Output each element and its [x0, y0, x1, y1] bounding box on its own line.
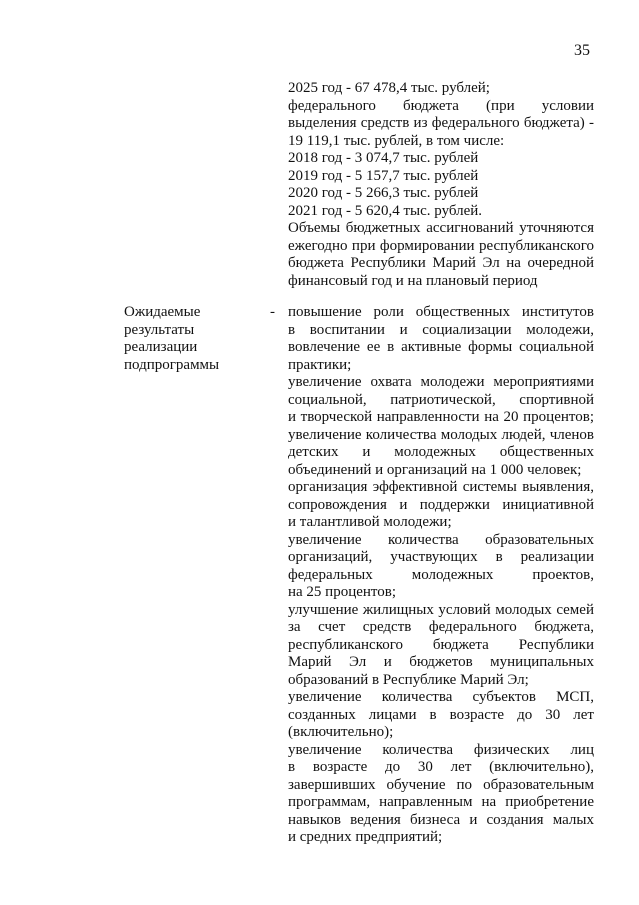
label-line: реализации [124, 339, 198, 355]
funding-text-block [288, 80, 594, 290]
label-line: Ожидаемые [124, 304, 201, 320]
expected-results-text-block [288, 304, 594, 847]
text-line: улучшение жилищных условий молодых семей [288, 601, 594, 618]
page-number: 35 [574, 42, 590, 59]
text-line: вовлечение ее в активные формы социальной [288, 339, 594, 355]
text-line: в воспитании и социализации молодежи, [288, 321, 594, 338]
text-line: социальной, патриотической, спортивной [288, 391, 594, 408]
text-line: 2025 год - 67 478,4 тыс. рублей; [288, 80, 490, 96]
text-line: увеличение количества образовательных [288, 531, 594, 548]
text-line: увеличение количества субъектов МСП, [288, 689, 594, 705]
text-line: повышение роли общественных институтов [288, 304, 594, 320]
text-line: увеличение количества физических лиц [288, 741, 594, 758]
text-line: федерального бюджета (при условии [288, 97, 594, 114]
text-line: финансовый год и на плановый период [288, 272, 538, 289]
text-line: бюджета Республики Марий Эл на очередной [288, 255, 594, 271]
text-line: республиканского бюджета Республики [288, 636, 594, 653]
text-line: сопровождения и поддержки инициативной [288, 496, 594, 513]
text-line: практики; [288, 356, 352, 373]
text-line: ежегодно при формировании республиканского [288, 237, 594, 254]
text-line: (включительно); [288, 724, 394, 740]
section-dash: - [270, 304, 275, 320]
text-line: 2018 год - 3 074,7 тыс. рублей [288, 150, 479, 166]
text-line: навыков ведения бизнеса и создания малых [288, 811, 594, 828]
text-line: и средних предприятий; [288, 829, 443, 845]
text-line: созданных лицами в возрасте до 30 лет [288, 706, 594, 723]
text-line: Объемы бюджетных ассигнований уточняются [288, 220, 594, 236]
text-line: 2019 год - 5 157,7 тыс. рублей [288, 167, 479, 184]
text-line: программам, направленным на приобретение [288, 794, 594, 810]
text-line: организация эффективной системы выявления, [288, 479, 594, 495]
text-line: организаций, участвующих в реализации [288, 549, 594, 565]
text-line: федеральных молодежных проектов, [288, 566, 594, 583]
text-line: и талантливой молодежи; [288, 514, 452, 530]
text-line: выделения средств из федерального бюджета) - [288, 115, 594, 131]
text-line: образований в Республике Марий Эл; [288, 671, 529, 688]
text-line: объединений и организаций на 1 000 человек; [288, 461, 582, 478]
text-line: увеличение количества молодых людей, членов [288, 426, 594, 443]
text-line: детских и молодежных общественных [288, 444, 594, 460]
label-line: результаты [124, 321, 195, 338]
text-line: 19 119,1 тыс. рублей, в том числе: [288, 132, 505, 149]
text-line: увеличение охвата молодежи мероприятиями [288, 374, 594, 390]
text-line: на 25 процентов; [288, 584, 397, 600]
text-line: за счет средств федерального бюджета, [288, 619, 594, 635]
text-line: в возрасте до 30 лет (включительно), [288, 759, 594, 775]
text-line: 2020 год - 5 266,3 тыс. рублей [288, 185, 479, 201]
text-line: 2021 год - 5 620,4 тыс. рублей. [288, 202, 483, 219]
label-line: подпрограммы [124, 356, 220, 373]
text-line: Марий Эл и бюджетов муниципальных [288, 654, 594, 670]
text-line: завершивших обучение по образовательным [288, 776, 594, 793]
text-line: и творческой направленности на 20 процентов; [288, 409, 594, 425]
section-label-expected-results [124, 304, 254, 374]
